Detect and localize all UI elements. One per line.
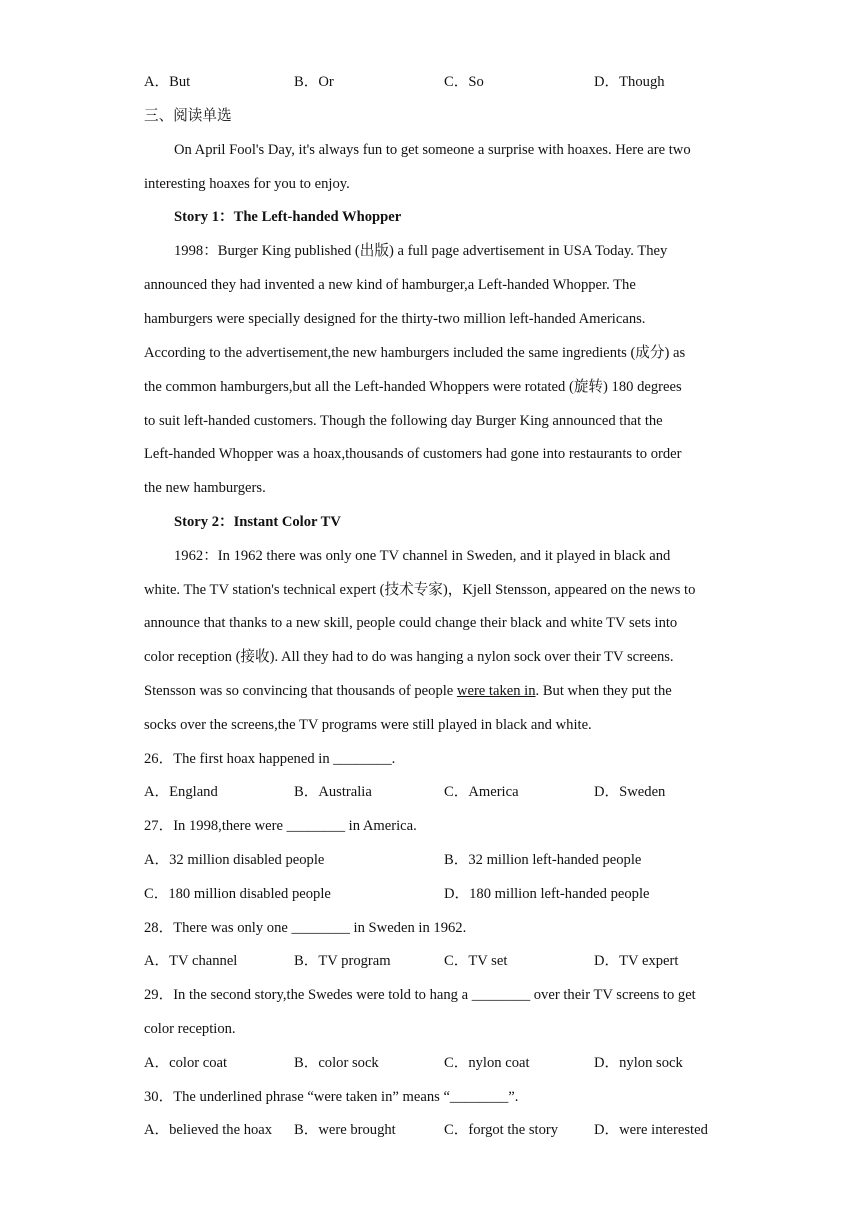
story2-line: color reception (接收). All they had to do was hanging a nylon sock over their TV screens. — [144, 649, 674, 665]
q27-option-b[interactable]: B．32 million left-handed people — [444, 852, 642, 868]
q30-options — [144, 1119, 730, 1141]
q30-option-d[interactable]: D．were interested — [594, 1122, 708, 1138]
q27-option-c[interactable]: C．180 million disabled people — [144, 886, 331, 902]
q27-option-a[interactable]: A．32 million disabled people — [144, 852, 325, 868]
q27-stem: 27．In 1998,there were ________ in America. — [144, 818, 417, 834]
q26-option-c[interactable]: C．America — [444, 784, 519, 800]
q26-options — [144, 781, 730, 803]
q28-option-d[interactable]: D．TV expert — [594, 953, 679, 969]
story2-text: . But when they put the — [535, 683, 672, 699]
q27-option-d[interactable]: D．180 million left-handed people — [444, 886, 650, 902]
intro-line-2: interesting hoaxes for you to enjoy. — [144, 176, 350, 192]
q25-option-a[interactable]: A．But — [144, 74, 191, 90]
q29-option-d[interactable]: D．nylon sock — [594, 1055, 683, 1071]
story1-line: the new hamburgers. — [144, 480, 266, 496]
q26-option-d[interactable]: D．Sweden — [594, 784, 666, 800]
q28-option-b[interactable]: B．TV program — [294, 953, 391, 969]
story2-text: Stensson was so convincing that thousands of people — [144, 683, 457, 699]
q28-option-a[interactable]: A．TV channel — [144, 953, 238, 969]
q25-options — [144, 71, 730, 93]
story2-line: socks over the screens,the TV programs were still played in black and white. — [144, 717, 592, 733]
q28-option-c[interactable]: C．TV set — [444, 953, 508, 969]
q25-option-d[interactable]: D．Though — [594, 74, 665, 90]
q27-options-row1 — [144, 849, 730, 871]
q30-option-c[interactable]: C．forgot the story — [444, 1122, 559, 1138]
q29-options — [144, 1052, 730, 1074]
story1-line: announced they had invented a new kind of hamburger,a Left-handed Whopper. The — [144, 277, 636, 293]
story1-line: to suit left-handed customers. Though the following day Burger King announced that the — [144, 413, 663, 429]
q29-option-a[interactable]: A．color coat — [144, 1055, 228, 1071]
story2-title: Story 2：Instant Color TV — [174, 514, 341, 530]
q25-option-b[interactable]: B．Or — [294, 74, 334, 90]
q30-option-a[interactable]: A．believed the hoax — [144, 1122, 273, 1138]
story1-line: the common hamburgers,but all the Left-handed Whoppers were rotated (旋转) 180 degrees — [144, 379, 682, 395]
story2-line-underlined — [144, 680, 730, 702]
story2-line: white. The TV station's technical expert (技术专家)，Kjell Stensson, appeared on the news to — [144, 582, 696, 598]
story1-title: Story 1：The Left-handed Whopper — [174, 209, 402, 225]
q29-option-b[interactable]: B．color sock — [294, 1055, 379, 1071]
q26-option-b[interactable]: B．Australia — [294, 784, 372, 800]
q28-options — [144, 950, 730, 972]
story1-line: Left-handed Whopper was a hoax,thousands of customers had gone into restaurants to order — [144, 446, 682, 462]
story1-line: According to the advertisement,the new hamburgers included the same ingredients (成分) as — [144, 345, 686, 361]
q27-options-row2 — [144, 883, 730, 905]
q29-stem-line2: color reception. — [144, 1021, 236, 1037]
story2-line: 1962：In 1962 there was only one TV channel in Sweden, and it played in black and — [174, 548, 671, 564]
q25-option-c[interactable]: C．So — [444, 74, 484, 90]
story1-line: hamburgers were specially designed for the thirty-two million left-handed Americans. — [144, 311, 646, 327]
q30-stem: 30．The underlined phrase “were taken in” means “________”. — [144, 1089, 519, 1105]
section-title: 三、阅读单选 — [144, 108, 232, 124]
story2-line: announce that thanks to a new skill, people could change their black and white TV sets into — [144, 615, 678, 631]
q29-stem-line1: 29．In the second story,the Swedes were told to hang a ________ over their TV screens to get — [144, 987, 696, 1003]
intro-line-1: On April Fool's Day, it's always fun to get someone a surprise with hoaxes. Here are two — [174, 142, 691, 158]
q30-option-b[interactable]: B．were brought — [294, 1122, 396, 1138]
underlined-phrase: were taken in — [456, 683, 536, 699]
q26-stem: 26．The first hoax happened in ________. — [144, 751, 396, 767]
q29-option-c[interactable]: C．nylon coat — [444, 1055, 530, 1071]
story1-line: 1998：Burger King published (出版) a full page advertisement in USA Today. They — [174, 243, 668, 259]
q28-stem: 28．There was only one ________ in Sweden in 1962. — [144, 920, 467, 936]
q26-option-a[interactable]: A．England — [144, 784, 218, 800]
